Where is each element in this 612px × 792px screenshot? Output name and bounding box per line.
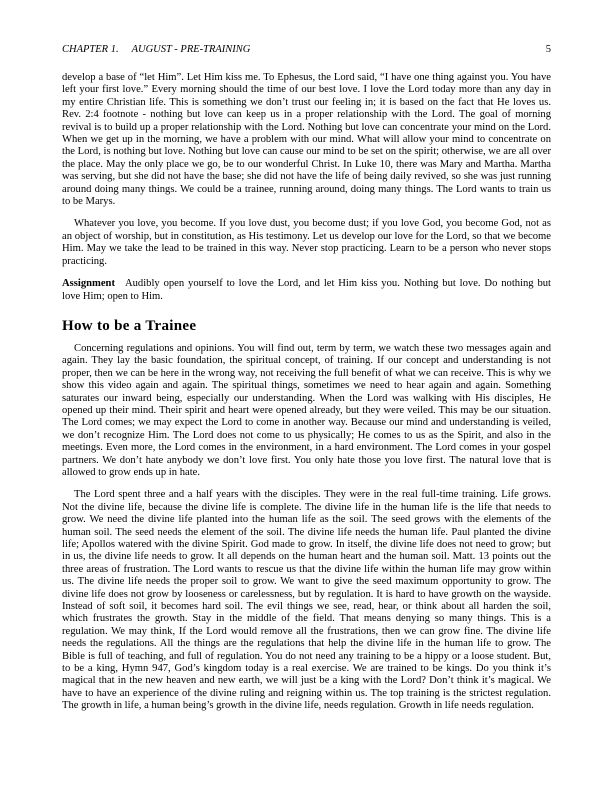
text-block — [62, 44, 551, 723]
chapter-label: CHAPTER 1. — [62, 44, 119, 55]
page-number: 5 — [545, 44, 551, 55]
chapter-header — [62, 44, 250, 56]
assignment-text: Audibly open yourself to love the Lord, and let Him kiss you. Nothing but love. Do nothing but love Him; open to Him. — [62, 278, 551, 302]
paragraph-concerning-regulations: Concerning regulations and opinions. You will find out, term by term, we watch these two messages again and again. They lay the basic foundation, the spiritual concept, of training. If our concept and understanding is not proper, then we can be here in the wrong way, not receiving the full benefit of what we can receive. This is why we show this video again and again. The spiritual things, sometimes we need to hear again and again. Something saturates our inward being, especially our understanding. When the Lord was walking with His disciples, He opened up their mind. Their spirit and heart were opened already, but they were veiled. This may be our situation. The Lord comes; we may expect the Lord to come in another way. Because our mind and understanding is veiled, we don’t recognize Him. The Lord does not come to us physically; He comes to us as the Spirit, and also in the meetings. Even more, the Lord comes in the environment, in a hard environment. The Lord comes in your gospel partners. We don’t hate anybody we don’t love first. You only hate those you love first. The natural love that is allowed to grow ends up in hate. — [62, 342, 551, 478]
running-header — [62, 44, 551, 56]
page-body — [62, 72, 551, 713]
assignment-paragraph — [62, 278, 551, 303]
assignment-label: Assignment — [62, 278, 115, 290]
section-heading: How to be a Trainee — [62, 317, 197, 334]
paragraph-continuation: develop a base of “let Him”. Let Him kiss me. To Ephesus, the Lord said, “I have one thing against you. You have left your first love.” Every morning should the time of our best love. I love the Lord today more than any day in my entire Christian life. This is something we don’t trust our feeling in; it is based on the fact that He loves us. Rev. 2:4 footnote - nothing but love can keep us in a proper relationship with the Lord. The goal of morning revival is to build up a proper relationship with the Lord. Nothing but love can concentrate your mind on the Lord. When we get up in the morning, we have a problem with our mind. What will allow your mind to concentrate on the Lord, is nothing but love. Nothing but love can cause our mind to be set on the spirit; otherwise, we are all over the place. May the only place we go, be to our wonderful Christ. In Luke 10, there was Mary and Martha. Martha was serving, but she did not have the base; she did not have the life of being daily revived, so she was just running around doing many things. We could be a trainee, running around, doing many things. The Lord wants to train us to be Marys. — [62, 72, 551, 208]
paragraph-whatever-you-love: Whatever you love, you become. If you love dust, you become dust; if you love God, you become God, not as an object of worship, but in constitution, as His testimony. Let us develop our love for the Lord, so that we become Him. May we take the lead to be trained in this way. Never stop practicing. Learn to be a person who never stops practicing. — [62, 218, 551, 267]
paragraph-lord-spent: The Lord spent three and a half years with the disciples. They were in the real full-time training. Life grows. Not the divine life, because the divine life is complete. The divine life in the human life is the life that needs to grow. We need the divine life planted into the human life as the soil. The seed grows with the elements of the human soil. The seed needs the element of the soil. The divine life needs the human life. Paul planted the divine life; Apollos watered with the divine Spirit. God made to grow. In itself, the divine life does not need to grow; but in us, the divine life needs to grow. It all depends on the human heart and the human soil. Matt. 13 points out the three areas of frustration. The Lord wants to rescue us that the divine life within the human life may grow within us. The divine life needs the proper soil to grow. We want to give the seed maximum opportunity to grow. The divine life does not grow by looseness or carelessness, but by regulation. It is hard to have growth on the wayside. Instead of soft soil, it becomes hard soil. The evil things we see, read, hear, or think about all harden the soil, which frustrates the growth. Stay in the middle of the field. That means denying so many things. This is a regulation. We may think, If the Lord would remove all the frustrations, then we can grow fine. The divine life needs the regulations. All the things are the regulations that help the divine life in the human life to grow. The Bible is full of teaching, and full of regulation. You do not need any training to be a hippy or a loose student. But, to be a king, Hymn 947, God’s kingdom today is a real exercise. We are trained to be kings. Do you think it’s magical that in the new heaven and new earth, we will just be a king with the Lord? Don’t think it’s magical. We have to have an experience of the divine ruling and reigning within us. The top training is the strictest regulation. The growth in life, a human being’s growth in the divine life, needs regulation. Growth in life needs regulation. — [62, 489, 551, 712]
chapter-title: AUGUST - PRE-TRAINING — [131, 44, 251, 55]
